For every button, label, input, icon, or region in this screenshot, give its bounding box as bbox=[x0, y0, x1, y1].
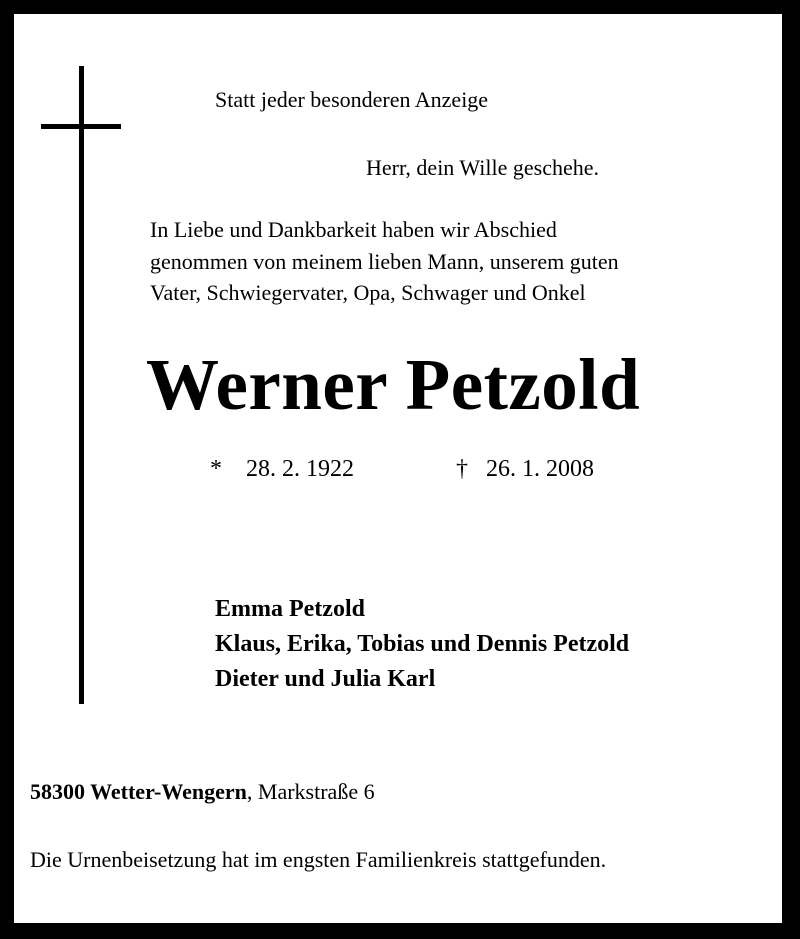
cross-horizontal-bar bbox=[41, 124, 121, 129]
cross-vertical-bar bbox=[79, 66, 84, 704]
mourner-line: Emma Petzold bbox=[215, 596, 365, 622]
message-line: genommen von meinem lieben Mann, unserem guten bbox=[150, 248, 619, 274]
death-dagger-icon: † bbox=[456, 456, 468, 482]
life-dates bbox=[210, 456, 680, 486]
message-line: In Liebe und Dankbarkeit haben wir Abschied bbox=[150, 217, 557, 242]
message-line: Vater, Schwiegervater, Opa, Schwager und Onkel bbox=[150, 280, 586, 305]
motto-text: Herr, dein Wille geschehe. bbox=[366, 155, 600, 180]
obituary-notice bbox=[14, 14, 782, 923]
mourner-line: Klaus, Erika, Tobias und Dennis Petzold bbox=[215, 631, 630, 657]
birth-star-icon: * bbox=[210, 456, 222, 482]
address-street: , Markstraße 6 bbox=[246, 779, 375, 804]
mourners-list bbox=[215, 592, 629, 697]
message-text bbox=[150, 214, 619, 309]
birth-date: 28. 2. 1922 bbox=[246, 456, 354, 482]
intro-text: Statt jeder besonderen Anzeige bbox=[215, 87, 489, 112]
mourner-line: Dieter und Julia Karl bbox=[215, 666, 436, 692]
closing-note: Die Urnenbeisetzung hat im engsten Familienkreis stattgefunden. bbox=[30, 847, 607, 872]
deceased-name: Werner Petzold bbox=[146, 344, 641, 425]
address bbox=[30, 779, 375, 805]
address-place: 58300 Wetter-Wengern bbox=[30, 779, 247, 804]
death-date: 26. 1. 2008 bbox=[486, 456, 594, 482]
